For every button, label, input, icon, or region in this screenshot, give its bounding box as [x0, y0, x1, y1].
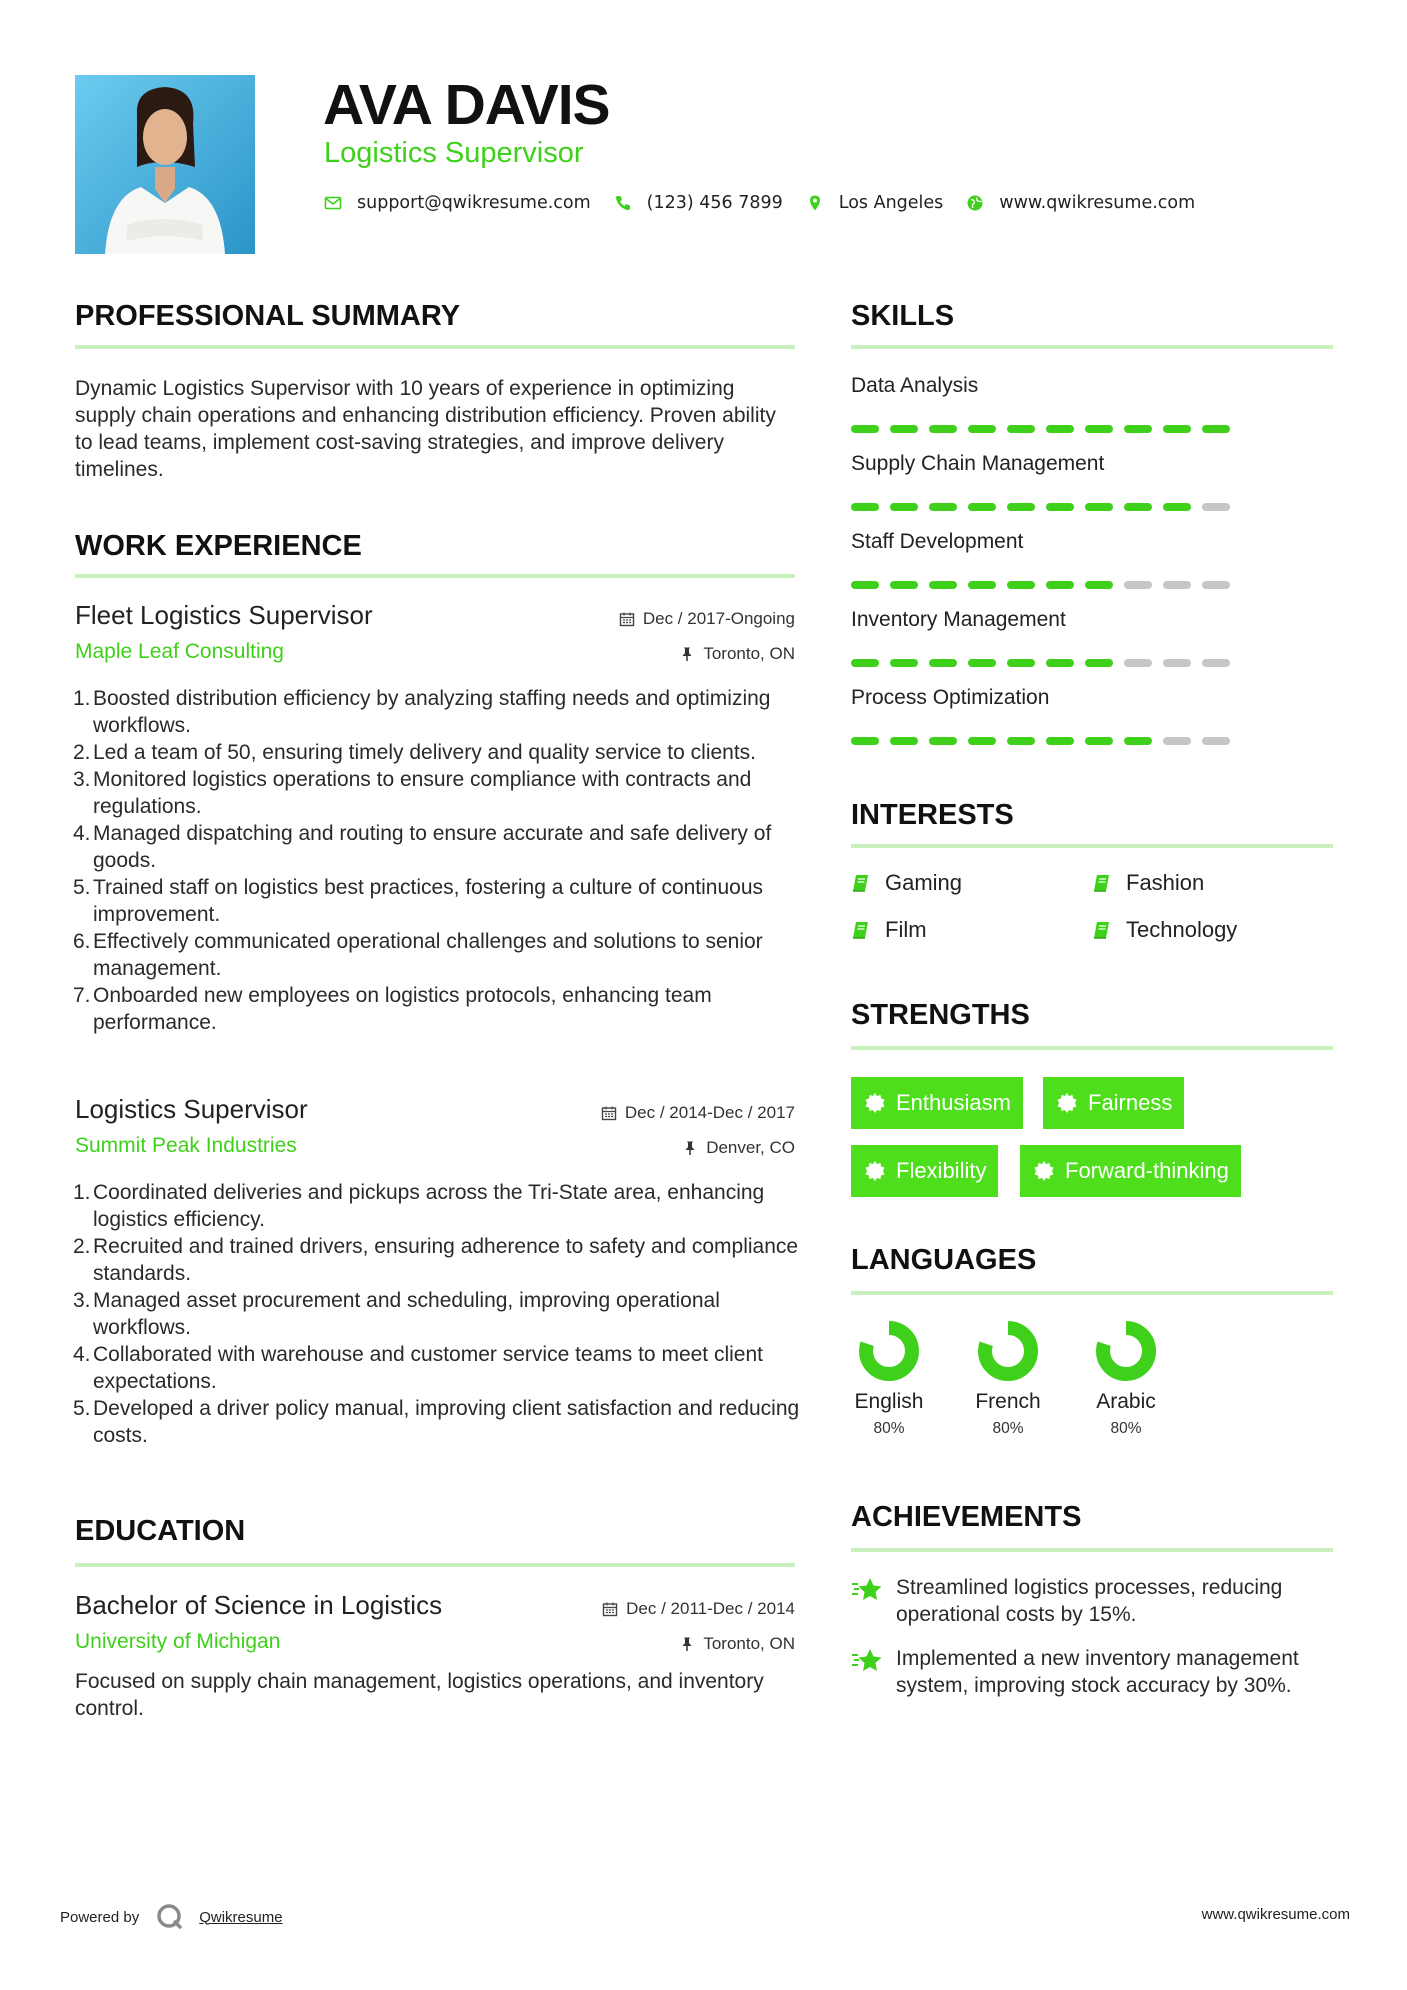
contact-bar — [323, 193, 1217, 213]
job-1-location — [679, 644, 795, 664]
skill-bar — [851, 581, 1241, 589]
skill-bar — [851, 737, 1241, 745]
job-2-title: Logistics Supervisor — [75, 1094, 308, 1124]
skill-segment — [1007, 581, 1035, 589]
email-text: support@qwikresume.com — [357, 193, 591, 213]
language-item — [953, 1320, 1063, 1438]
language-ring — [977, 1320, 1039, 1382]
book-icon — [851, 920, 871, 940]
skill-segment — [890, 425, 918, 433]
skill-segment — [1163, 425, 1191, 433]
job-1-location-text: Toronto, ON — [703, 644, 795, 663]
language-percent: 80% — [992, 1420, 1024, 1437]
list-item: 3. Managed asset procurement and scheduling, improving operational workflows. — [73, 1289, 720, 1339]
achievements-divider — [851, 1548, 1333, 1552]
education-divider — [75, 1563, 795, 1567]
candidate-role: Logistics Supervisor — [324, 137, 584, 169]
list-item: 5. Developed a driver policy manual, improving client satisfaction and reducing costs. — [73, 1397, 800, 1447]
thumbtack-icon — [679, 1636, 695, 1652]
skill-bar — [851, 659, 1241, 667]
skill-segment — [851, 425, 879, 433]
badge-icon — [1056, 1092, 1078, 1114]
job-1-header — [75, 600, 795, 680]
thumbtack-icon — [679, 646, 695, 662]
job-2-company: Summit Peak Industries — [75, 1134, 297, 1157]
skill-segment — [968, 737, 996, 745]
job-1-bullets — [75, 685, 800, 1036]
education-header — [75, 1590, 795, 1670]
language-name: French — [975, 1390, 1041, 1413]
job-2-bullets — [75, 1179, 800, 1449]
skill-label: Data Analysis — [851, 374, 979, 397]
list-item: 5. Trained staff on logistics best practices, fostering a culture of continuous improvement. — [73, 876, 764, 926]
map-pin-icon — [805, 193, 825, 213]
skill-segment — [1085, 503, 1113, 511]
strength-tag: Fairness — [1043, 1077, 1184, 1129]
skill-segment — [851, 581, 879, 589]
education-title: EDUCATION — [75, 1515, 246, 1547]
skill-label: Process Optimization — [851, 686, 1050, 709]
star-icon — [851, 1576, 883, 1604]
skill-bar — [851, 425, 1241, 433]
achievements-title: ACHIEVEMENTS — [851, 1501, 1082, 1533]
skill-segment — [968, 581, 996, 589]
strengths-title: STRENGTHS — [851, 999, 1030, 1031]
skill-segment — [1046, 425, 1074, 433]
skill-segment — [1046, 737, 1074, 745]
language-percent: 80% — [1110, 1420, 1142, 1437]
powered-by-text: Powered by — [60, 1908, 140, 1926]
language-ring — [858, 1320, 920, 1382]
location-text: Los Angeles — [838, 193, 944, 213]
skill-segment — [929, 581, 957, 589]
skill-segment — [968, 659, 996, 667]
skill-segment — [1124, 425, 1152, 433]
calendar-icon — [619, 611, 635, 627]
skill-segment — [1202, 659, 1230, 667]
qwikresume-logo-icon — [155, 1902, 185, 1932]
skill-segment — [1085, 425, 1113, 433]
degree-title: Bachelor of Science in Logistics — [75, 1590, 443, 1620]
contact-email[interactable] — [323, 193, 591, 213]
strength-tag: Flexibility — [851, 1145, 998, 1197]
skill-segment — [890, 737, 918, 745]
skill-segment — [1163, 737, 1191, 745]
globe-icon — [965, 193, 985, 213]
job-1-date-text: Dec / 2017-Ongoing — [642, 609, 795, 628]
list-item: 1. Boosted distribution efficiency by analyzing staffing needs and optimizing workflows. — [73, 687, 771, 737]
language-item — [834, 1320, 944, 1438]
education-description: Focused on supply chain management, logistics operations, and inventory control. — [75, 1670, 764, 1720]
badge-icon — [864, 1092, 886, 1114]
experience-divider — [75, 574, 795, 578]
summary-divider — [75, 345, 795, 349]
skill-segment — [851, 659, 879, 667]
book-icon — [1092, 873, 1112, 893]
skill-segment — [968, 503, 996, 511]
skill-segment — [929, 659, 957, 667]
book-icon — [1092, 920, 1112, 940]
job-1-company: Maple Leaf Consulting — [75, 640, 284, 663]
calendar-icon — [602, 1601, 618, 1617]
book-icon — [851, 873, 871, 893]
languages-divider — [851, 1291, 1333, 1295]
interests-divider — [851, 844, 1333, 848]
footer-powered-by — [60, 1902, 283, 1932]
skill-segment — [1007, 737, 1035, 745]
job-2-date — [601, 1103, 795, 1123]
strength-tag: Enthusiasm — [851, 1077, 1023, 1129]
skill-segment — [890, 659, 918, 667]
skill-segment — [1046, 581, 1074, 589]
skill-label: Staff Development — [851, 530, 1024, 553]
contact-phone[interactable] — [613, 193, 783, 213]
interest-item: Gaming — [851, 870, 962, 896]
thumbtack-icon — [682, 1140, 698, 1156]
language-name: Arabic — [1096, 1390, 1156, 1413]
skill-label: Inventory Management — [851, 608, 1066, 631]
summary-title: PROFESSIONAL SUMMARY — [75, 300, 461, 332]
list-item: 2. Led a team of 50, ensuring timely delivery and quality service to clients. — [73, 741, 757, 764]
skill-segment — [1085, 737, 1113, 745]
skill-segment — [851, 737, 879, 745]
job-2-location-text: Denver, CO — [706, 1138, 795, 1157]
badge-icon — [864, 1160, 886, 1182]
phone-text: (123) 456 7899 — [646, 193, 783, 213]
summary-text: Dynamic Logistics Supervisor with 10 years of experience in optimizing supply chain operations and enhancing distribution efficiency. Proven ability to lead teams, implement cost-saving strategies, and improve delivery timelines. — [75, 377, 776, 481]
strength-tag: Forward-thinking — [1020, 1145, 1241, 1197]
interests-title: INTERESTS — [851, 799, 1014, 831]
skill-segment — [929, 737, 957, 745]
list-item: 6. Effectively communicated operational challenges and solutions to senior management. — [73, 930, 763, 980]
skill-segment — [1007, 503, 1035, 511]
job-2-location — [682, 1138, 795, 1158]
envelope-icon — [323, 193, 343, 213]
skill-segment — [1163, 659, 1191, 667]
footer-website[interactable]: www.qwikresume.com — [1201, 1906, 1350, 1923]
contact-website[interactable] — [965, 193, 1195, 213]
skill-segment — [1202, 737, 1230, 745]
job-1-title: Fleet Logistics Supervisor — [75, 600, 373, 630]
language-ring — [1095, 1320, 1157, 1382]
achievement-item: Implemented a new inventory management system, improving stock accuracy by 30%. — [851, 1645, 1341, 1699]
skill-segment — [1163, 581, 1191, 589]
skill-segment — [968, 425, 996, 433]
skill-segment — [1124, 737, 1152, 745]
list-item: 3. Monitored logistics operations to ensure compliance with contracts and regulations. — [73, 768, 752, 818]
languages-title: LANGUAGES — [851, 1244, 1037, 1276]
education-date — [602, 1599, 795, 1619]
skill-label: Supply Chain Management — [851, 452, 1105, 475]
skill-segment — [1124, 503, 1152, 511]
candidate-name: AVA DAVIS — [323, 73, 610, 137]
skill-segment — [1007, 659, 1035, 667]
skill-segment — [1007, 425, 1035, 433]
school-name: University of Michigan — [75, 1630, 281, 1653]
language-name: English — [854, 1390, 924, 1413]
job-2-header — [75, 1094, 795, 1174]
skill-segment — [851, 503, 879, 511]
list-item: 1. Coordinated deliveries and pickups across the Tri-State area, enhancing logistics efficiency. — [73, 1181, 765, 1231]
skill-segment — [1163, 503, 1191, 511]
profile-photo — [75, 75, 255, 254]
skill-segment — [929, 425, 957, 433]
experience-title: WORK EXPERIENCE — [75, 530, 362, 562]
education-location-text: Toronto, ON — [703, 1634, 795, 1653]
language-percent: 80% — [873, 1420, 905, 1437]
list-item: 4. Collaborated with warehouse and customer service teams to meet client expectations. — [73, 1343, 763, 1393]
skill-segment — [1046, 659, 1074, 667]
phone-icon — [613, 193, 633, 213]
skill-segment — [1085, 659, 1113, 667]
skill-segment — [1046, 503, 1074, 511]
interest-item: Technology — [1092, 917, 1237, 943]
skill-segment — [890, 503, 918, 511]
skill-segment — [1202, 581, 1230, 589]
language-item — [1071, 1320, 1181, 1438]
education-date-text: Dec / 2011-Dec / 2014 — [626, 1599, 795, 1618]
strengths-divider — [851, 1046, 1333, 1050]
list-item: 7. Onboarded new employees on logistics protocols, enhancing team performance. — [73, 984, 712, 1034]
list-item: 4. Managed dispatching and routing to ensure accurate and safe delivery of goods. — [73, 822, 772, 872]
skill-segment — [1124, 581, 1152, 589]
website-text: www.qwikresume.com — [999, 193, 1196, 213]
skill-segment — [929, 503, 957, 511]
education-location — [679, 1634, 795, 1654]
skill-segment — [1202, 425, 1230, 433]
skill-segment — [890, 581, 918, 589]
skill-segment — [1085, 581, 1113, 589]
badge-icon — [1033, 1160, 1055, 1182]
contact-location — [805, 193, 944, 213]
brand-link[interactable]: Qwikresume — [199, 1908, 283, 1926]
skill-segment — [1202, 503, 1230, 511]
list-item: 2. Recruited and trained drivers, ensuring adherence to safety and compliance standards. — [73, 1235, 799, 1285]
star-icon — [851, 1647, 883, 1675]
skills-title: SKILLS — [851, 300, 955, 332]
job-1-date — [619, 609, 795, 629]
skill-bar — [851, 503, 1241, 511]
job-2-date-text: Dec / 2014-Dec / 2017 — [624, 1103, 795, 1122]
achievement-item: Streamlined logistics processes, reducing operational costs by 15%. — [851, 1574, 1341, 1628]
calendar-icon — [601, 1105, 617, 1121]
skill-segment — [1124, 659, 1152, 667]
interest-item: Fashion — [1092, 870, 1204, 896]
skills-divider — [851, 345, 1333, 349]
interest-item: Film — [851, 917, 927, 943]
